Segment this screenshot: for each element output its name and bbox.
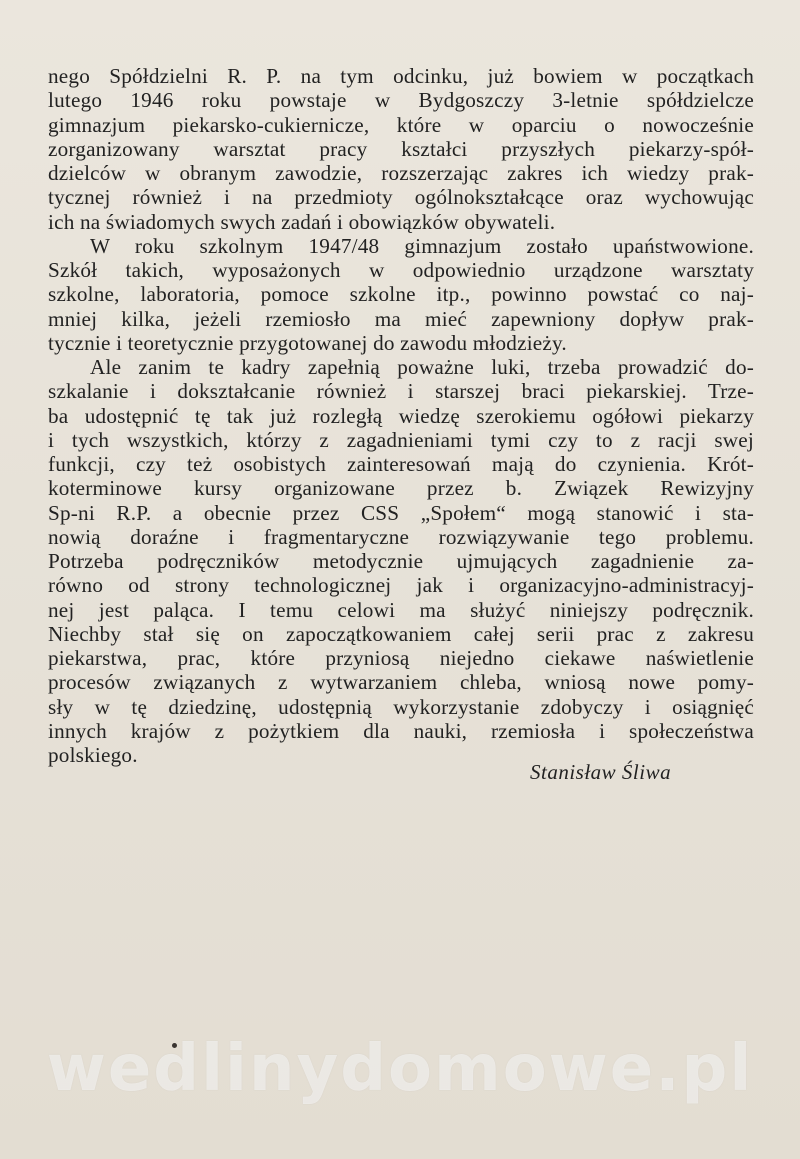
text-line: tycznej również i na przedmioty ogólnokształcące oraz wychowując xyxy=(48,185,754,210)
paragraph-2 xyxy=(48,234,754,355)
text-line: Szkół takich, wyposażonych w odpowiednio urządzone warsztaty xyxy=(48,258,754,282)
text-line: ich na świadomych swych zadań i obowiązków obywateli. xyxy=(48,209,556,234)
text-line: zorganizowany warsztat pracy kształci przyszłych piekarzy-spół- xyxy=(48,136,754,161)
text-line: Sp-ni R.P. a obecnie przez CSS „Społem“ mogą stanowić i sta- xyxy=(48,500,754,525)
text-line: Potrzeba podręczników metodycznie ujmujących zagadnienie za- xyxy=(48,549,754,573)
watermark: wedlinydomowe.pl xyxy=(46,1032,754,1106)
text-line: piekarstwa, prac, które przyniosą niejedno ciekawe naświetlenie xyxy=(48,646,754,670)
text-line: mniej kilka, jeżeli rzemiosło ma mieć zapewniony dopływ prak- xyxy=(48,306,754,331)
text-line: gimnazjum piekarsko-cukiernicze, które w oparciu o nowocześnie xyxy=(48,112,754,137)
text-line: Niechby stał się on zapoczątkowaniem całej serii prac z zakresu xyxy=(48,621,754,646)
text-line: dzielców w obranym zawodzie, rozszerzając zakres ich wiedzy prak- xyxy=(48,161,754,185)
text-line: tycznie i teoretycznie przygotowanej do zawodu młodzieży. xyxy=(48,330,567,355)
text-line: procesów związanych z wytwarzaniem chleba, wniosą nowe pomy- xyxy=(48,670,754,695)
text-line: lutego 1946 roku powstaje w Bydgoszczy 3-letnie spółdzielcze xyxy=(48,88,754,113)
text-line: nej jest paląca. I temu celowi ma służyć niniejszy podręcznik. xyxy=(48,597,754,622)
text-line: równo od strony technologicznej jak i organizacyjno-administracyj- xyxy=(48,573,754,598)
text-line: funkcji, czy też osobistych zainteresowań mają do czynienia. Krót- xyxy=(48,452,754,476)
text-line: szkalanie i dokształcanie również i starszej braci piekarskiej. Trze- xyxy=(48,379,754,404)
text-line: innych krajów z pożytkiem dla nauki, rzemiosła i społeczeństwa xyxy=(48,718,754,743)
text-line: ba udostępnić tę tak już rozległą wiedzę szerokiemu ogółowi piekarzy xyxy=(48,403,754,428)
text-line: szkolne, laboratoria, pomoce szkolne itp., powinno powstać co naj- xyxy=(48,282,754,307)
paragraph-1 xyxy=(48,64,754,234)
body-text xyxy=(48,64,754,767)
author-signature: Stanisław Śliwa xyxy=(530,760,672,784)
paragraph-3 xyxy=(48,355,754,767)
text-line: Ale zanim te kadry zapełnią poważne luki, trzeba prowadzić do- xyxy=(90,355,754,379)
text-line: polskiego. xyxy=(48,743,138,767)
text-line: nowią doraźne i fragmentaryczne rozwiązywanie tego problemu. xyxy=(48,524,754,549)
text-line: i tych wszystkich, którzy z zagadnieniami tymi czy to z racji swej xyxy=(48,427,754,452)
text-line: koterminowe kursy organizowane przez b. Związek Rewizyjny xyxy=(48,476,754,501)
text-line: sły w tę dziedzinę, udostępnią wykorzystanie zdobyczy i osiągnięć xyxy=(48,694,754,719)
text-line: W roku szkolnym 1947/48 gimnazjum zostało upaństwowione. xyxy=(90,233,754,258)
text-line: nego Spółdzielni R. P. na tym odcinku, już bowiem w początkach xyxy=(48,64,754,88)
